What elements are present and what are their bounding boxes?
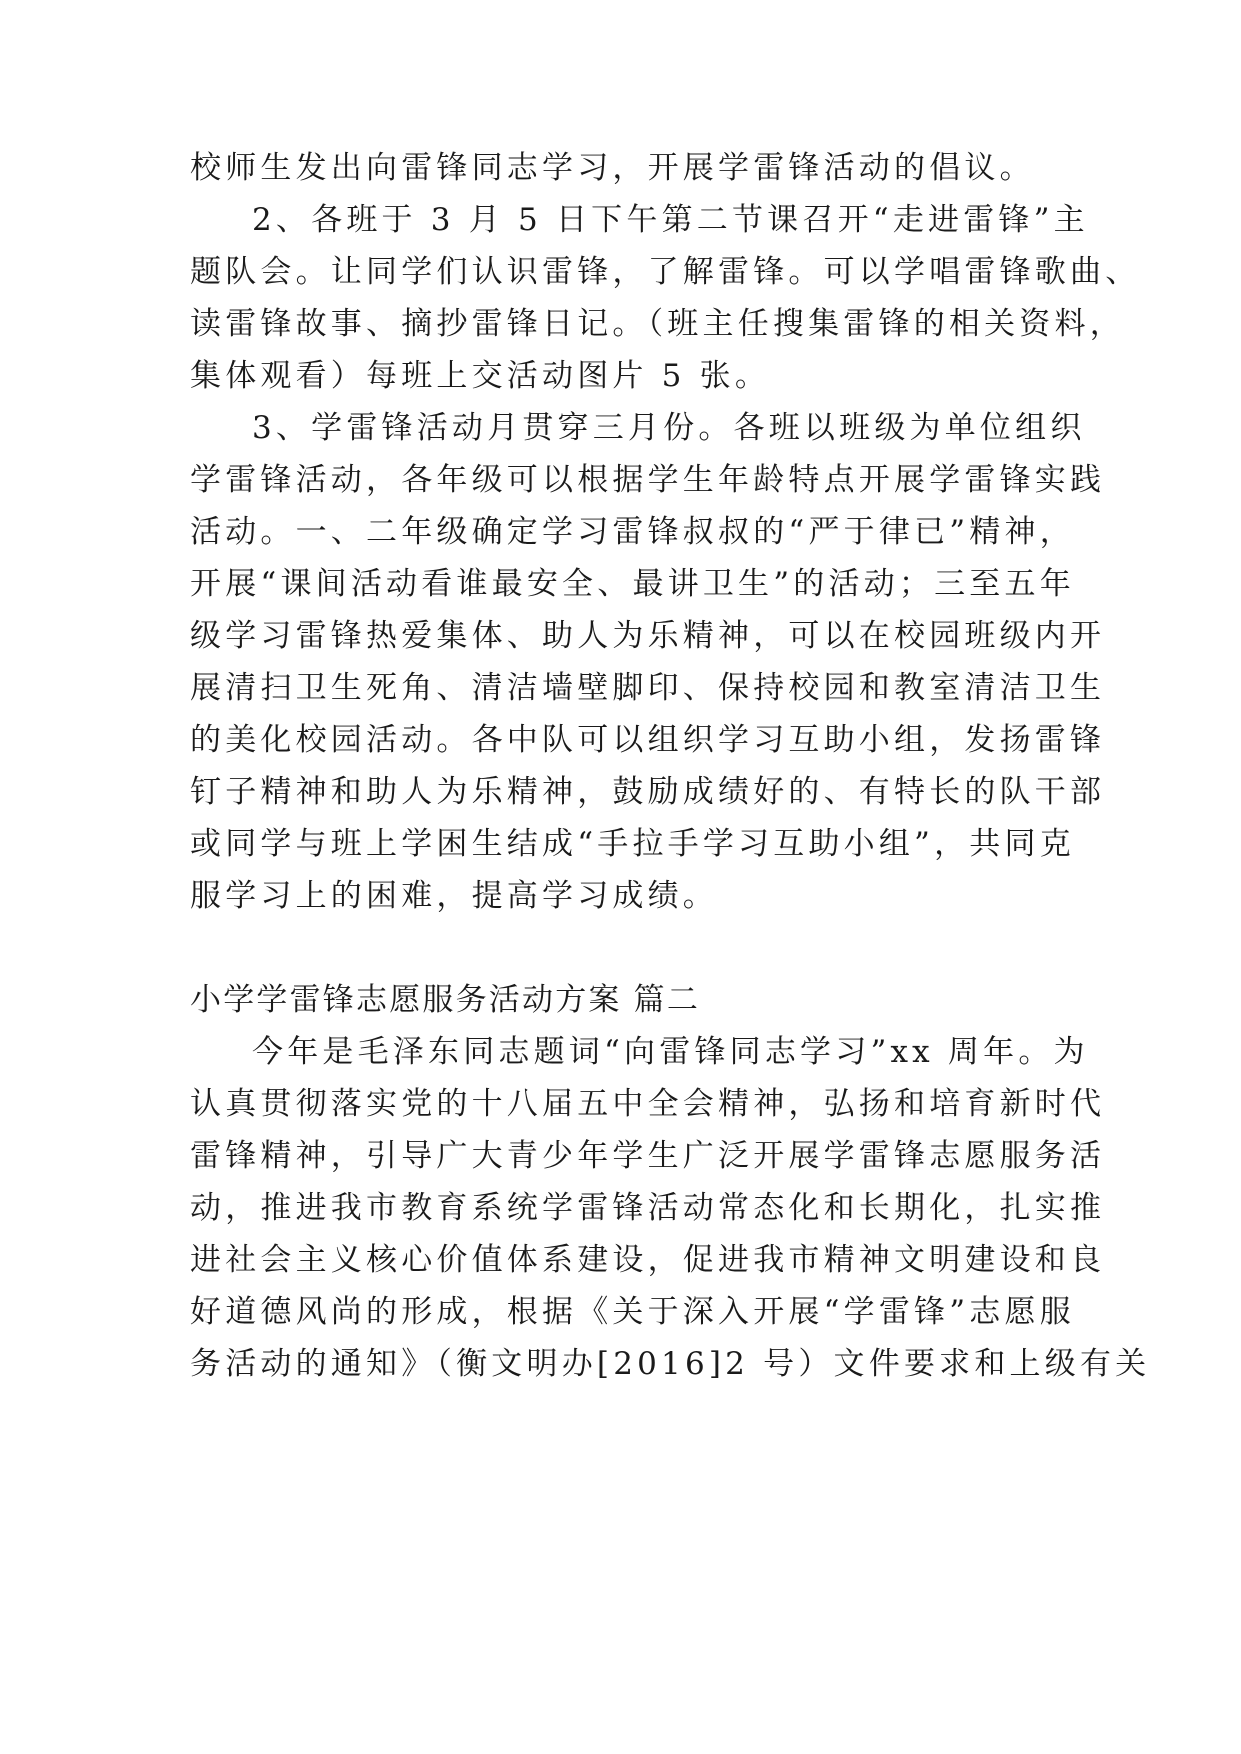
paragraph-line: 雷锋精神，引导广大青少年学生广泛开展学雷锋志愿服务活	[190, 1138, 1106, 1174]
paragraph-line: 展清扫卫生死角、清洁墙壁脚印、保持校园和教室清洁卫生	[190, 670, 1106, 706]
paragraph-line: 进社会主义核心价值体系建设，促进我市精神文明建设和良	[190, 1242, 1106, 1278]
paragraph-line: 级学习雷锋热爱集体、助人为乐精神，可以在校园班级内开	[190, 618, 1106, 654]
paragraph-line: 好道德风尚的形成，根据《关于深入开展“学雷锋”志愿服	[190, 1294, 1075, 1330]
section-title: 小学学雷锋志愿服务活动方案 篇二	[190, 982, 701, 1018]
paragraph-line: 服学习上的困难，提高学习成绩。	[190, 878, 718, 914]
paragraph-line: 校师生发出向雷锋同志学习，开展学雷锋活动的倡议。	[190, 150, 1035, 186]
paragraph-line: 的美化校园活动。各中队可以组织学习互助小组，发扬雷锋	[190, 722, 1106, 758]
paragraph-line: 今年是毛泽东同志题词“向雷锋同志学习”xx 周年。为	[252, 1034, 1089, 1070]
paragraph-line: 动，推进我市教育系统学雷锋活动常态化和长期化，扎实推	[190, 1190, 1106, 1226]
paragraph-line: 集体观看）每班上交活动图片 5 张。	[190, 358, 771, 394]
paragraph-line: 读雷锋故事、摘抄雷锋日记。（班主任搜集雷锋的相关资料，	[190, 306, 1125, 342]
paragraph-line: 钉子精神和助人为乐精神，鼓励成绩好的、有特长的队干部	[190, 774, 1106, 810]
paragraph-line: 或同学与班上学困生结成“手拉手学习互助小组”，共同克	[190, 826, 1075, 862]
paragraph-line: 3、学雷锋活动月贯穿三月份。各班以班级为单位组织	[252, 410, 1086, 446]
paragraph-line: 开展“课间活动看谁最安全、最讲卫生”的活动；三至五年	[190, 566, 1075, 602]
paragraph-line: 务活动的通知》（衡文明办[2016]2 号）文件要求和上级有关	[190, 1346, 1151, 1382]
paragraph-line: 学雷锋活动，各年级可以根据学生年龄特点开展学雷锋实践	[190, 462, 1106, 498]
paragraph-line: 认真贯彻落实党的十八届五中全会精神，弘扬和培育新时代	[190, 1086, 1106, 1122]
paragraph-line: 2、各班于 3 月 5 日下午第二节课召开“走进雷锋”主	[252, 202, 1089, 238]
paragraph-line: 活动。一、二年级确定学习雷锋叔叔的“严于律已”精神，	[190, 514, 1075, 550]
paragraph-line: 题队会。让同学们认识雷锋，了解雷锋。可以学唱雷锋歌曲、	[190, 254, 1141, 290]
